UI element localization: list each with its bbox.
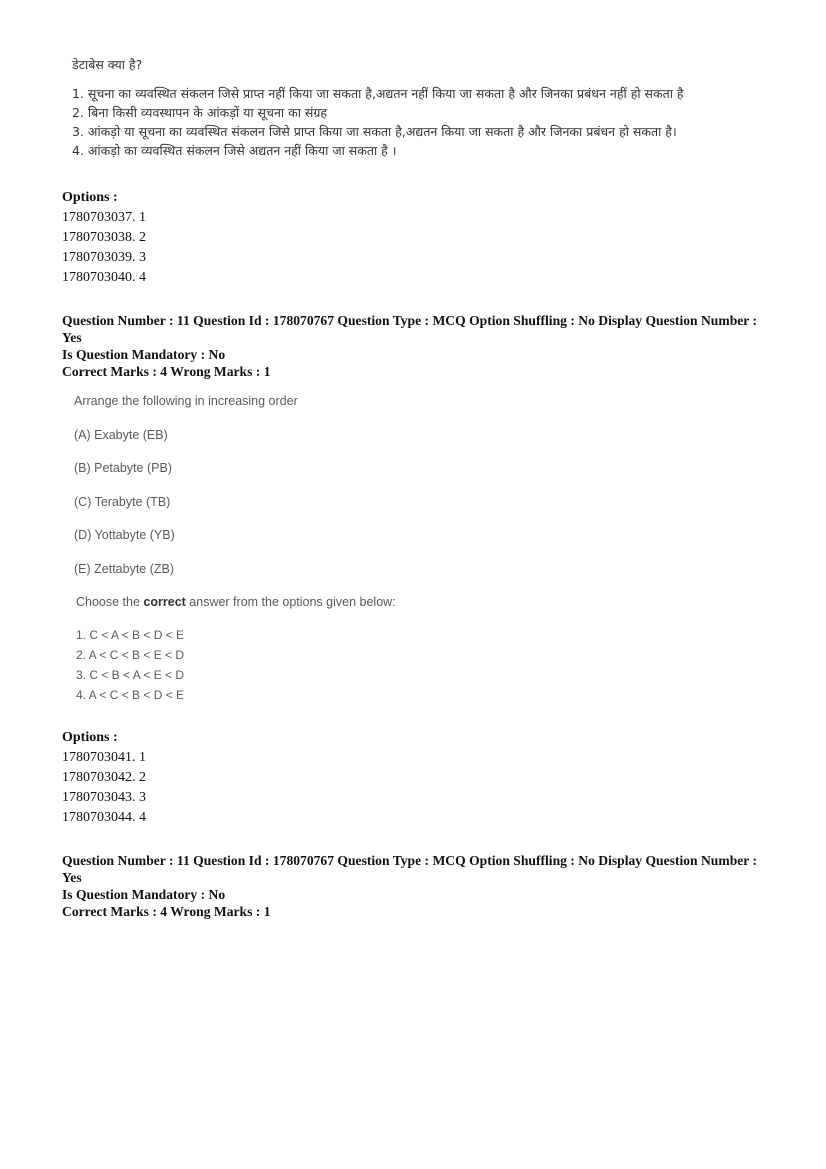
hindi-option-1: 1. सूचना का व्यवस्थित संकलन जिसे प्राप्त नहीं किया जा सकता है,अद्यतन नहीं किया जा सकता है और जिनका प्रबंधन नहीं हो सकता है [72, 86, 684, 101]
item-b: (B) Petabyte (PB) [74, 461, 172, 475]
options-list-2 [62, 728, 146, 828]
question-mandatory-line: Is Question Mandatory : No [62, 347, 226, 362]
hindi-question-image [72, 48, 684, 160]
item-a: (A) Exabyte (EB) [74, 428, 168, 442]
english-question-image [74, 394, 494, 710]
option-item: 1780703040. 4 [62, 270, 146, 285]
question-meta-line: Question Number : 11 Question Id : 178070767 Question Type : MCQ Option Shuffling : No Display Question Number : Yes [62, 853, 757, 885]
question-prompt: Arrange the following in increasing order [74, 394, 298, 408]
marks-line: Correct Marks : 4 Wrong Marks : 1 [62, 904, 271, 919]
option-item: 1780703039. 3 [62, 250, 146, 265]
hindi-option-3: 3. आंकड़ो या सूचना का व्यवस्थित संकलन जिसे प्राप्त किया जा सकता है,अद्यतन किया जा सकता है और जिनका प्रबंधन हो सकता है। [72, 124, 677, 139]
instruction-text: answer from the options given below: [185, 595, 396, 609]
options-heading: Options : [62, 190, 118, 205]
hindi-option-2: 2. बिना किसी व्यवस्थापन के आंकड़ों या सूचना का संग्रह [72, 105, 328, 120]
question-meta-line: Question Number : 11 Question Id : 178070767 Question Type : MCQ Option Shuffling : No Display Question Number : Yes [62, 313, 757, 345]
options-list-1 [62, 188, 146, 288]
question-meta-1 [62, 312, 772, 380]
marks-line: Correct Marks : 4 Wrong Marks : 1 [62, 364, 271, 379]
option-item: 1780703037. 1 [62, 210, 146, 225]
hindi-option-4: 4. आंकड़ो का व्यवस्थित संकलन जिसे अद्यतन नहीं किया जा सकता है । [72, 143, 397, 158]
answer-option-3: 3. C < B < A < E < D [76, 668, 185, 682]
answer-option-4: 4. A < C < B < D < E [76, 688, 185, 702]
item-e: (E) Zettabyte (ZB) [74, 562, 175, 576]
option-item: 1780703042. 2 [62, 770, 146, 785]
instruction [76, 595, 396, 609]
answer-option-2: 2. A < C < B < E < D [76, 648, 185, 662]
question-mandatory-line: Is Question Mandatory : No [62, 887, 226, 902]
options-heading: Options : [62, 730, 118, 745]
option-item: 1780703041. 1 [62, 750, 146, 765]
instruction-text: Choose the [76, 595, 144, 609]
question-meta-2 [62, 852, 772, 920]
option-item: 1780703043. 3 [62, 790, 146, 805]
hindi-question-text: डेटाबेस क्या है? [72, 57, 143, 72]
instruction-bold: correct [143, 595, 186, 609]
option-item: 1780703038. 2 [62, 230, 146, 245]
answer-option-1: 1. C < A < B < D < E [76, 628, 185, 642]
item-d: (D) Yottabyte (YB) [74, 528, 175, 542]
option-item: 1780703044. 4 [62, 810, 146, 825]
item-c: (C) Terabyte (TB) [74, 495, 171, 509]
